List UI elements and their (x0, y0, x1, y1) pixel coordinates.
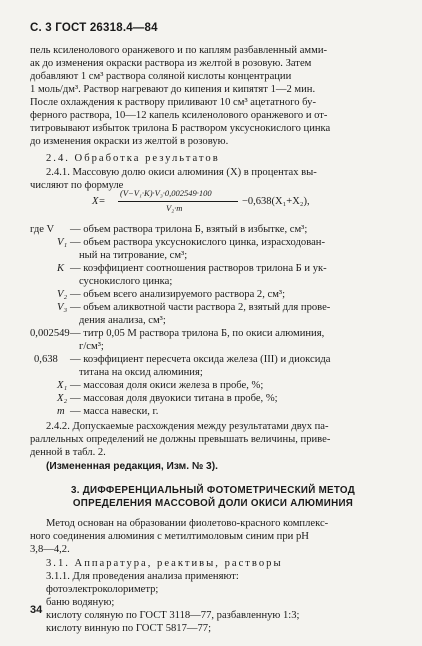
legend-text: суснокислого цинка; (79, 276, 173, 287)
legend-text: дения анализа, см³; (79, 315, 166, 326)
list-item: баню водяную; (46, 597, 115, 608)
formula-denominator: V₂·m (166, 203, 183, 213)
formula (92, 188, 392, 218)
text-line: числяют по формуле (30, 180, 124, 191)
text-line: до изменения окраски из желтой в розовую. (30, 136, 229, 147)
legend-symbol: V₃ (57, 302, 68, 313)
list-item: кислоту соляную по ГОСТ 3118—77, разбавленную 1:3; (46, 610, 300, 621)
formula-rest: −0,638(X₁+X₂), (242, 196, 310, 207)
section-heading-3-1: 3.1. Аппаратура, реактивы, растворы (46, 558, 283, 569)
section-heading-3-line2: ОПРЕДЕЛЕНИЯ МАССОВОЙ ДОЛИ ОКИСИ АЛЮМИНИЯ (72, 498, 354, 509)
legend-text: — объем всего анализируемого раствора 2, см³; (70, 289, 286, 300)
text-line: ак до изменения окраски раствора из желтой в розовую. Затем (30, 58, 312, 69)
legend-symbol: 0,002549 (30, 328, 70, 339)
amendment-note: (Измененная редакция, Изм. № 3). (46, 461, 218, 472)
legend-text: — коэффициент соотношения растворов трилона Б и ук- (70, 263, 327, 274)
text-line: После охлаждения к раствору приливают 10 см³ ацетатного бу- (30, 97, 316, 108)
list-item: фотоэлектроколориметр; (46, 584, 159, 595)
text-line: пель ксиленолового оранжевого и по каплям разбавленный амми- (30, 45, 328, 56)
fraction-bar (118, 201, 238, 202)
text-line: Метод основан на образовании фиолетово-красного комплекс- (46, 518, 329, 529)
legend-symbol: m (57, 406, 65, 417)
legend-text: — объем раствора уксуснокислого цинка, израсходован- (70, 237, 325, 248)
text-line: 2.4.2. Допускаемые расхождения между результатами двух па- (46, 421, 329, 432)
legend-text: ный на титрование, см³; (79, 250, 188, 261)
text-line: 1 моль/дм³. Раствор нагревают до кипения и кипятят 1—2 мин. (30, 84, 316, 95)
page-header: С. 3 ГОСТ 26318.4—84 (30, 22, 158, 34)
legend-text: г/см³; (79, 341, 104, 352)
section-heading-2-4: 2.4. Обработка результатов (46, 153, 220, 164)
legend-text: — масса навески, г. (70, 406, 159, 417)
section-heading-3: 3. ДИФФЕРЕНЦИАЛЬНЫЙ ФОТОМЕТРИЧЕСКИЙ МЕТОД (70, 485, 355, 496)
formula-lhs: X= (92, 196, 106, 207)
text-line: ферного раствора, 10—12 капель ксиленолового оранжевого и от- (30, 110, 328, 121)
text-line: 2.4.1. Массовую долю окиси алюминия (X) в процентах вы- (46, 167, 317, 178)
formula-numerator: (V−V₁·K)·V₃·0,002549·100 (120, 188, 212, 198)
legend-text: — объем раствора трилона Б, взятый в избытке, см³; (70, 224, 308, 235)
page-number: 34 (30, 604, 43, 616)
legend-symbol: X₁ (57, 380, 68, 391)
legend-symbol: 0,638 (34, 354, 58, 365)
text-line: добавляют 1 см³ раствора соляной кислоты концентрации (30, 71, 292, 82)
text-line: ного соединения алюминия с метилтимоловым синим при pH (30, 531, 309, 542)
legend-text: — массовая доля двуокиси титана в пробе, %; (70, 393, 278, 404)
legend-text: — массовая доля окиси железа в пробе, %; (70, 380, 264, 391)
legend-text: титана на оксид алюминия; (79, 367, 203, 378)
legend-text: — титр 0,05 М раствора трилона Б, по окиси алюминия, (70, 328, 325, 339)
text-line: 3,8—4,2. (30, 544, 70, 555)
legend-symbol: K (57, 263, 65, 274)
text-line: денной в табл. 2. (30, 447, 106, 458)
legend-symbol: где V (30, 224, 55, 235)
legend-symbol: X₂ (57, 393, 68, 404)
text-line: 3.1.1. Для проведения анализа применяют: (46, 571, 239, 582)
legend-text: — коэффициент пересчета оксида железа (III) и диоксида (70, 354, 331, 365)
text-line: титровывают избыток трилона Б раствором уксуснокислого цинка (30, 123, 331, 134)
legend-symbol: V₁ (57, 237, 68, 248)
list-item: кислоту винную по ГОСТ 5817—77; (46, 623, 212, 634)
legend-symbol: V₂ (57, 289, 68, 300)
text-line: раллельных определений не должны превышать величины, приве- (30, 434, 331, 445)
legend-text: — объем аликвотной части раствора 2, взятый для прове- (70, 302, 331, 313)
